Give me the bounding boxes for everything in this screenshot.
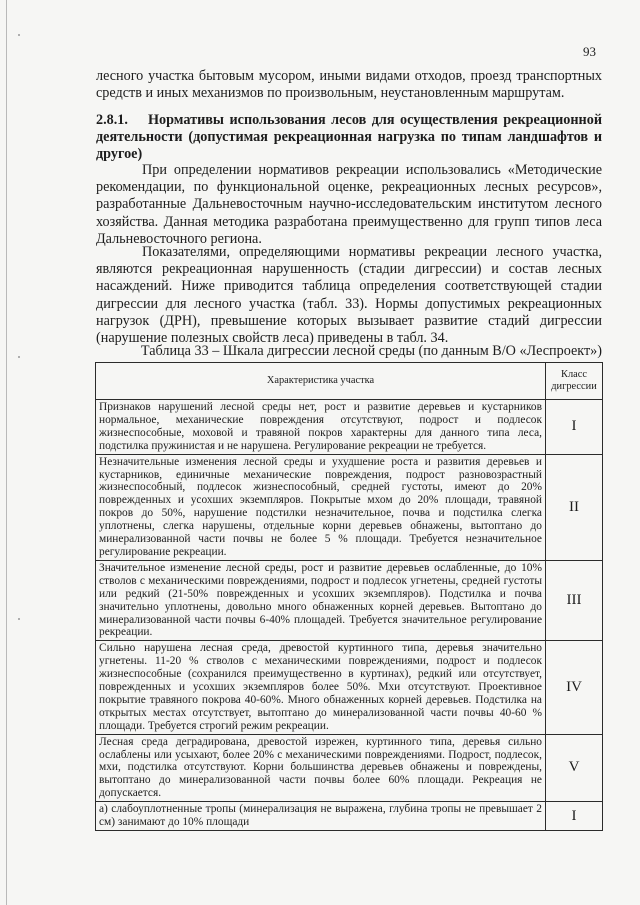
methods-paragraph: При определении нормативов рекреации использовались «Методические рекомендации, по функциональной оценке, рекреационных лесных ресурсов», разработанные Дальневосточным научно-исследовательским институтом лесного хозяйства. Данная методика разработана преимущественно для групп типов леса Дальневосточного региона. [96,162,602,247]
row-description: Значительное изменение лесной среды, рост и развитие деревьев ослабленные, до 10% стволов с механическими повреждениями, подрост и подлесок угнетены, средней густоты или редкий (21-50% поврежденных и усохших экземпляров). Подстилка и почва значительно уплотнены, довольно много обнаженных корней деревьев. Вытоптано до минерализованной части почвы 6-40% площадей. Требуется значительное регулирование рекреации. [96,560,546,640]
table-header-row [96,363,603,400]
scan-speck [18,34,20,36]
table-caption: Таблица 33 – Шкала дигрессии лесной среды (по данным В/О «Леспроект») [140,343,602,359]
section-title: Нормативы использования лесов для осуществления рекреационной деятельности (допустимая рекреационная нагрузка по типам ландшафтов и другое) [96,112,602,162]
row-class: III [546,560,603,640]
row-description: Лесная среда деградирована, древостой изрежен, куртинного типа, деревья сильно ослаблены или усыхают, более 20% с механическими повреждениями. Подрост, подлесок, мхи, подстилка отсутствуют. Корни большинства деревьев обнажены и повреждены, вытоптано до минерализованной части почвы более 60% площади. Рекреация не допускается. [96,734,546,802]
row-class: V [546,734,603,802]
row-description: Незначительные изменения лесной среды и ухудшение роста и развития деревьев и кустарников, единичные механические повреждения, подрост разновозрастный жизнеспособный, подлесок жизнеспособный, средней густоты, имеют до 20% поврежденных и усохших экземпляров. Покрытые мхом до 20% площади, травяной покров до 50%, нарушение подстилки незначительное, почва и подстилка слегка уплотнены, слегка нарушены, отдельные корни деревьев обнажены, вытоптано до минерализованной части почвы не более 5 % площади. Требуется незначительное регулирование рекреации. [96,454,546,560]
row-description: а) слабоуплотненные тропы (минерализация не выражена, глубина тропы не превышает 2 см) занимают до 10% площади [96,802,546,831]
header-class: Класс дигрессии [546,363,603,400]
table-row [96,802,603,831]
page-number: 93 [583,44,596,59]
indicators-paragraph: Показателями, определяющими нормативы рекреации лесного участка, являются рекреационная нарушенность (стадии дигрессии) и состав лесных насаждений. Ниже приводится таблица определения соответствующей стадии дигрессии для лесного участка (табл. 33). Нормы допустимых рекреационных нагрузок (ДРН), превышение которых вызывает развитие стадий дигрессии (нарушение полезных свойств леса) приведены в табл. 34. [96,244,602,347]
indicators-paragraph-block [96,244,602,347]
row-class: II [546,454,603,560]
row-description: Признаков нарушений лесной среды нет, рост и развитие деревьев и кустарников нормальное, механические повреждения отсутствуют, подрост и подлесок жизнеспособные, моховой и травяной покров характерны для данного типа леса, подстилка пружинистая и не нарушена. Регулирование рекреации не требуется. [96,400,546,455]
intro-paragraph-block [96,68,602,102]
row-class: I [546,400,603,455]
table-row [96,734,603,802]
table-row [96,454,603,560]
row-class: IV [546,641,603,734]
methods-paragraph-block [96,162,602,248]
section-heading [96,112,602,163]
row-description: Сильно нарушена лесная среда, древостой куртинного типа, деревья значительно угнетены. 11-20 % стволов с механическими повреждениями, подрост и подлесок жизнеспособные (сохранился преимущественно в куртинах), редкий или отсутствует, поврежденных и усохших экземпляров более 50%. Мхи отсутствуют. Проективное покрытие травяного покрова 40-60%. Много обнаженных корней деревьев. Подстилка на открытых местах отсутствует, вытоптано до минерализованной части почвы 40-60 % площади. Требуется строгий режим рекреации. [96,641,546,734]
row-class: I [546,802,603,831]
header-characteristic: Характеристика участка [96,363,546,400]
scan-speck [18,356,20,358]
table-row [96,641,603,734]
scan-speck [18,618,20,620]
intro-paragraph: лесного участка бытовым мусором, иными видами отходов, проезд транспортных средств и иных механизмов по произвольным, неустановленным маршрутам. [96,68,602,102]
scan-binding-shadow [6,0,7,905]
table-row [96,560,603,640]
digression-scale-table [95,362,603,831]
table-row [96,400,603,455]
section-number: 2.8.1. [96,112,128,128]
